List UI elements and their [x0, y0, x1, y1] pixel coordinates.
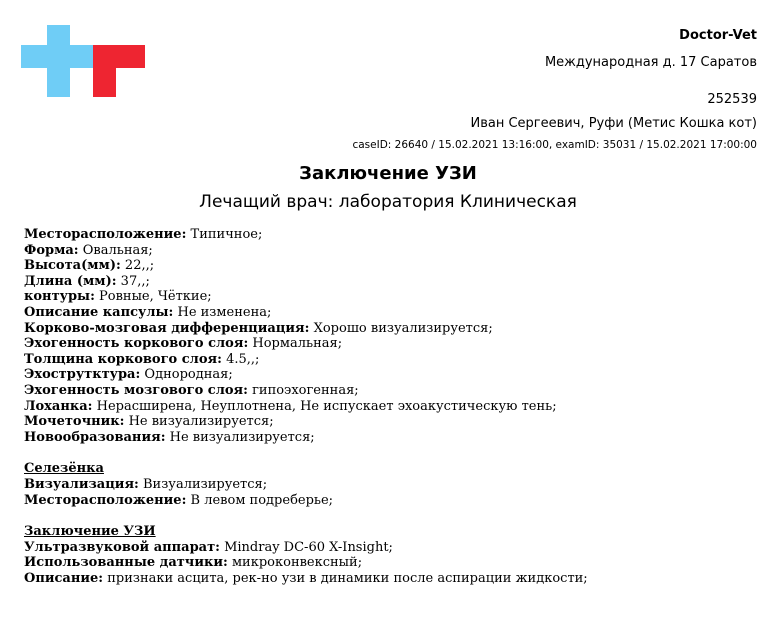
- field-row: [24, 227, 764, 243]
- field-value: Овальная;: [82, 242, 153, 258]
- field-value: микроконвексный;: [231, 555, 363, 571]
- field-value: Нормальная;: [252, 336, 343, 352]
- field-value: признаки асцита, рек-но узи в динамики после аспирации жидкости;: [107, 570, 588, 586]
- field-label: Описание капсулы:: [24, 304, 174, 320]
- field-label: Описание:: [24, 570, 104, 586]
- clinic-address: Международная д. 17 Саратов: [544, 55, 757, 70]
- field-label: Ультразвуковой аппарат:: [24, 539, 220, 555]
- field-row: [24, 383, 764, 399]
- section-spacer: [24, 445, 764, 461]
- field-row: [24, 540, 764, 556]
- logo-blue-vertical: [47, 25, 70, 97]
- report-body: [24, 227, 764, 586]
- field-label: Эхогенность коркового слоя:: [24, 336, 249, 352]
- section-spacer: [24, 508, 764, 524]
- field-row: [24, 305, 764, 321]
- field-row: [24, 571, 764, 587]
- field-label: Высота(мм):: [24, 258, 121, 274]
- field-value: Типичное;: [190, 227, 263, 242]
- clinic-name: Doctor-Vet: [679, 28, 757, 43]
- field-row: [24, 493, 764, 509]
- field-row: [24, 336, 764, 352]
- field-value: В левом подреберье;: [190, 492, 334, 508]
- field-row: [24, 243, 764, 259]
- field-label: Новообразования:: [24, 429, 166, 445]
- patient-id: 252539: [707, 92, 757, 107]
- field-label: Форма:: [24, 242, 79, 258]
- field-label: Визуализация:: [24, 476, 139, 492]
- spleen-section-heading: Селезёнка: [24, 461, 104, 477]
- field-value: гипоэхогенная;: [252, 382, 359, 398]
- field-label: Лоханка:: [24, 398, 93, 414]
- field-label: Длина (мм):: [24, 273, 117, 289]
- field-row: [24, 414, 764, 430]
- field-label: контуры:: [24, 289, 95, 305]
- field-value: Однородная;: [144, 367, 233, 383]
- field-row: [24, 321, 764, 337]
- field-row: [24, 352, 764, 368]
- field-row: [24, 274, 764, 290]
- clinic-logo-cross-icon: [21, 25, 145, 97]
- field-row: [24, 258, 764, 274]
- field-label: Корково-мозговая дифференциация:: [24, 320, 310, 336]
- field-label: Эхострутктура:: [24, 367, 141, 383]
- field-row: [24, 430, 764, 446]
- field-value: Хорошо визуализируется;: [313, 320, 493, 336]
- field-row: [24, 477, 764, 493]
- field-value: 4.5,,;: [226, 351, 260, 367]
- field-value: 37,,;: [120, 273, 150, 289]
- field-row: [24, 367, 764, 383]
- field-row: [24, 555, 764, 571]
- patient-name: Иван Сергеевич, Руфи (Метис Кошка кот): [470, 116, 757, 131]
- field-value: Ровные, Чёткие;: [99, 289, 212, 305]
- field-label: Использованные датчики:: [24, 555, 228, 571]
- field-label: Месторасположение:: [24, 492, 187, 508]
- field-value: Не визуализируется;: [169, 429, 315, 445]
- field-value: Нерасширена, Неуплотнена, Не испускает эхоакустическую тень;: [96, 398, 557, 414]
- field-value: Не визуализируется;: [128, 414, 274, 430]
- field-value: Mindray DC-60 X-Insight;: [224, 539, 393, 555]
- report-title: Заключение УЗИ: [299, 163, 477, 184]
- field-row: [24, 289, 764, 305]
- patient-info: [352, 91, 757, 152]
- case-exam-ids: caseID: 26640 / 15.02.2021 13:16:00, examID: 35031 / 15.02.2021 17:00:00: [352, 139, 757, 151]
- logo-red-vertical: [93, 45, 116, 97]
- clinic-info: [545, 27, 757, 72]
- field-label: Эхогенность мозгового слоя:: [24, 382, 248, 398]
- field-value: Не изменена;: [177, 304, 272, 320]
- field-value: Визуализируется;: [143, 476, 268, 492]
- field-label: Месторасположение:: [24, 227, 187, 242]
- report-subtitle: Лечащий врач: лаборатория Клиническая: [199, 192, 577, 212]
- field-label: Мочеточник:: [24, 414, 125, 430]
- conclusion-section-heading: Заключение УЗИ: [24, 524, 156, 540]
- field-value: 22,,;: [124, 258, 155, 274]
- field-label: Толщина коркового слоя:: [24, 351, 222, 367]
- field-row: [24, 399, 764, 415]
